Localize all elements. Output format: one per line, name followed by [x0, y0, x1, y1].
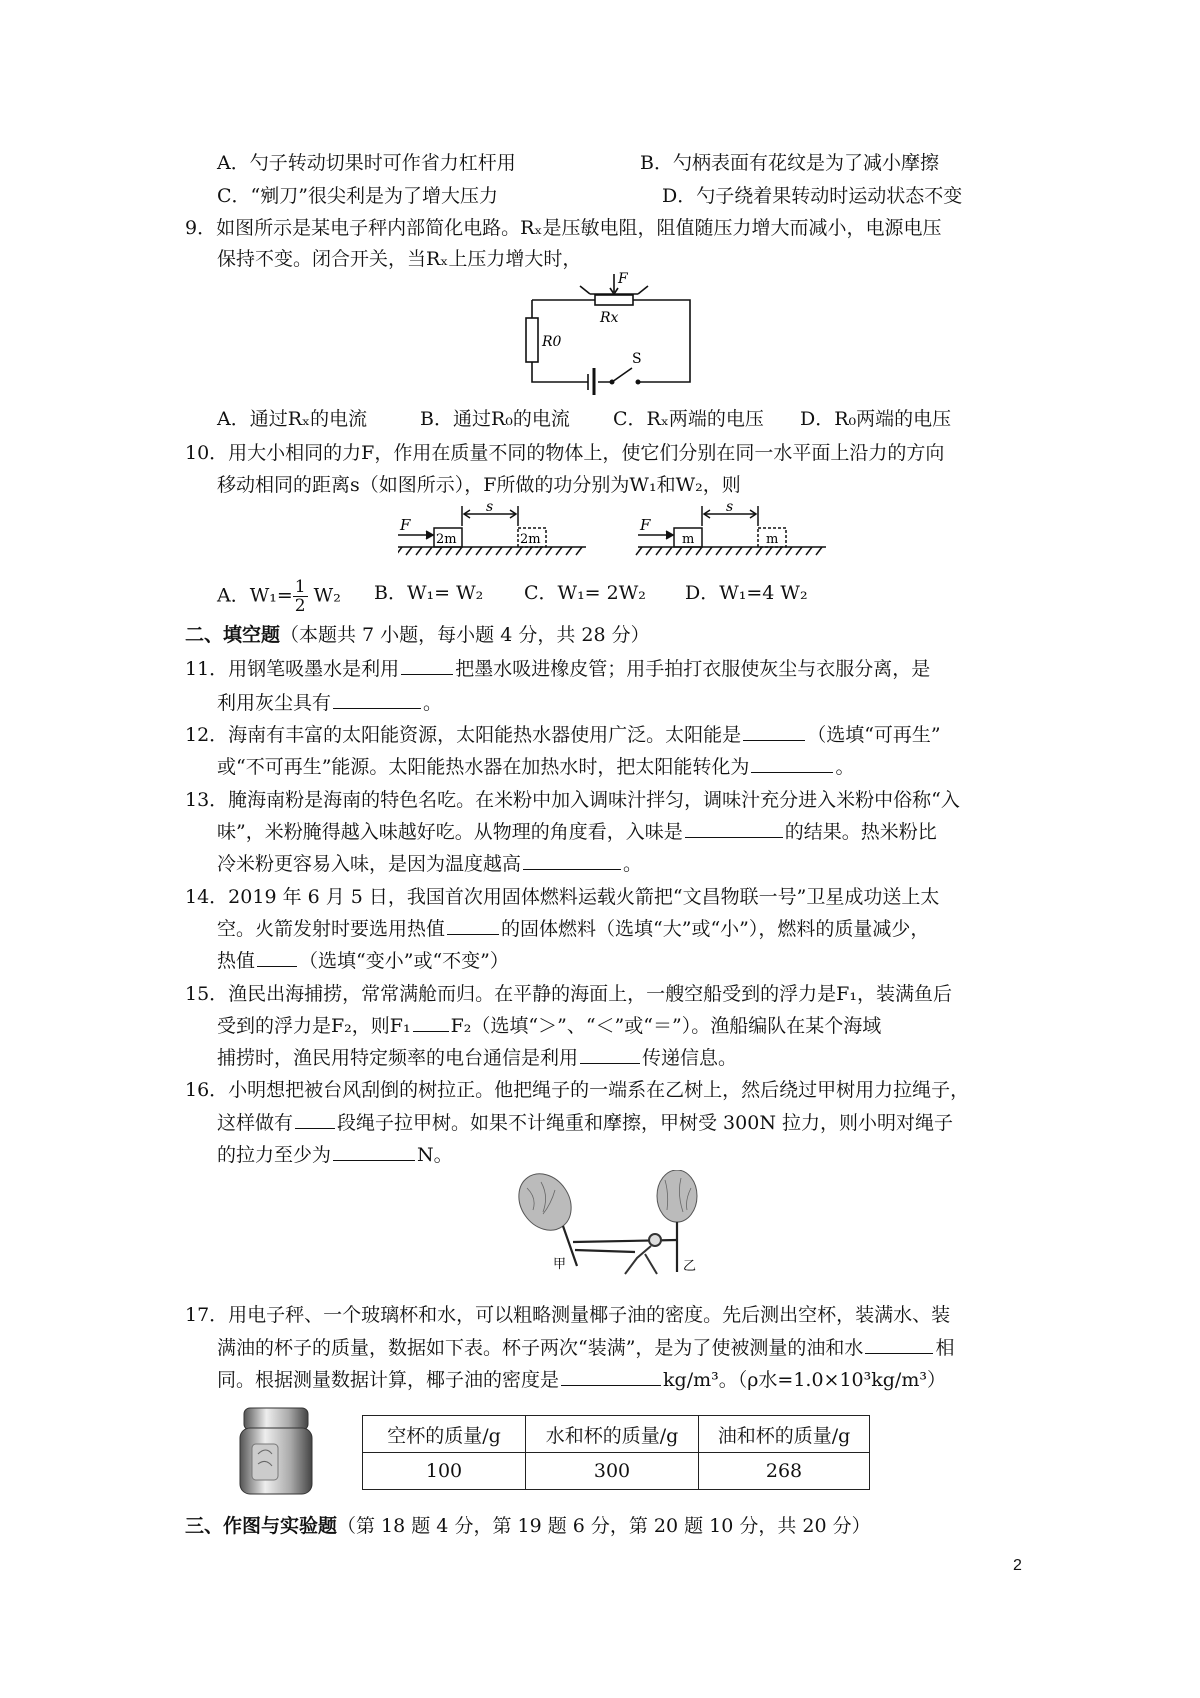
q8-option-b: B．勺柄表面有花纹是为了减小摩擦: [640, 152, 939, 174]
q16-line-2: 这样做有 段绳子拉甲树。如果不计绳重和摩擦，甲树受 300N 拉力，则小明对绳子: [217, 1112, 953, 1134]
q9-option-d: D．R₀两端的电压: [800, 408, 952, 430]
q9-option-a: A．通过Rₓ的电流: [217, 408, 368, 430]
fraction-one-half: $\frac{1}{2}$: [294, 577, 306, 616]
table-cell-oil-cup: 268: [699, 1453, 870, 1490]
section-2-heading: 二、填空题（本题共 7 小题，每小题 4 分，共 28 分）: [185, 624, 650, 646]
q16-trees-figure: [505, 1170, 720, 1285]
q9-option-c: C．Rₓ两端的电压: [613, 408, 764, 430]
q14-blank-2[interactable]: [257, 948, 297, 967]
q10-mass-right-dashed: m: [766, 532, 779, 547]
q8-option-a: A．勺子转动切果时可作省力杠杆用: [217, 152, 516, 174]
q14-blank-1[interactable]: [447, 916, 499, 935]
q13-blank-2[interactable]: [523, 851, 621, 870]
q8-option-d: D．勺子绕着果转动时运动状态不变: [662, 185, 963, 207]
q9-r0-label: R0: [542, 334, 562, 350]
q10-option-c: C．W₁= 2W₂: [524, 582, 646, 604]
q10-work-diagram: [398, 502, 830, 560]
q10-option-d: D．W₁=4 W₂: [685, 582, 808, 604]
table-header-oil-cup: 油和杯的质量/g: [699, 1416, 870, 1453]
q10-line-2: 移动相同的距离s（如图所示），F所做的功分别为W₁和W₂，则: [217, 474, 741, 496]
q17-line-1: 17．用电子秤、一个玻璃杯和水，可以粗略测量椰子油的密度。先后测出空杯，装满水、装: [185, 1304, 951, 1326]
q10-line-1: 10．用大小相同的力F，作用在质量不同的物体上，使它们分别在同一水平面上沿力的方向: [185, 442, 945, 464]
q10-mass-right: m: [682, 532, 695, 547]
q10-force-label-left: F: [400, 516, 411, 534]
q10-mass-left: 2m: [436, 532, 457, 547]
q13-line-3: 冷米粉更容易入味，是因为温度越高 。: [217, 853, 643, 875]
q10-distance-label-left: s: [486, 502, 494, 515]
q10-force-label-right: F: [640, 516, 651, 534]
q11-blank-2[interactable]: [333, 690, 421, 709]
q15-line-1: 15．渔民出海捕捞，常常满舱而归。在平静的海面上，一艘空船受到的浮力是F₁，装满鱼后: [185, 983, 952, 1005]
q12-blank-1[interactable]: [743, 722, 805, 741]
page-number: 2: [1013, 1557, 1022, 1574]
q10-option-b: B．W₁= W₂: [374, 582, 484, 604]
q9-force-label: F: [618, 271, 628, 287]
q13-line-1: 13．腌海南粉是海南的特色名吃。在米粉中加入调味汁拌匀，调味汁充分进入米粉中俗称“入: [185, 789, 960, 811]
section-3-heading: 三、作图与实验题（第 18 题 4 分，第 19 题 6 分，第 20 题 10 分，共 20 分）: [185, 1515, 871, 1537]
q15-line-3: 捕捞时，渔民用特定频率的电台通信是利用 传递信息。: [217, 1047, 738, 1069]
q17-blank-2[interactable]: [561, 1367, 661, 1386]
table-header-water-cup: 水和杯的质量/g: [526, 1416, 699, 1453]
q15-blank-2[interactable]: [580, 1045, 640, 1064]
q16-blank-1[interactable]: [295, 1110, 335, 1129]
q12-line-1: 12．海南有丰富的太阳能资源，太阳能热水器使用广泛。太阳能是 （选填“可再生”: [185, 724, 941, 746]
q11-line-1: 11．用钢笔吸墨水是利用 把墨水吸进橡皮管；用手拍打衣服使灰尘与衣服分离，是: [185, 658, 931, 680]
q9-circuit-diagram: [520, 270, 710, 395]
q9-rx-label: Rx: [600, 310, 619, 326]
q16-line-1: 16．小明想把被台风刮倒的树拉正。他把绳子的一端系在乙树上，然后绕过甲树用力拉绳子，: [185, 1079, 970, 1101]
q17-blank-1[interactable]: [865, 1335, 933, 1354]
q17-line-3: 同。根据测量数据计算，椰子油的密度是 kg/m³。（ρ水=1.0×10³kg/m³）: [217, 1369, 946, 1391]
q8-option-c: C．“剜刀”很尖利是为了增大压力: [217, 185, 498, 207]
table-header-empty-cup: 空杯的质量/g: [363, 1416, 526, 1453]
q15-line-2: 受到的浮力是F₂，则F₁ F₂（选填“＞”、“＜”或“＝”）。渔船编队在某个海域: [217, 1015, 882, 1037]
tree-yi-label: 乙: [683, 1259, 697, 1274]
q10-distance-label-right: s: [726, 502, 734, 515]
q9-line-2: 保持不变。闭合开关，当Rₓ上压力增大时，: [217, 248, 582, 270]
q9-switch-label: S: [632, 351, 642, 367]
q13-blank-1[interactable]: [685, 819, 783, 838]
q14-line-3: 热值 （选填“变小”或“不变”）: [217, 950, 509, 972]
q10-mass-left-dashed: 2m: [520, 532, 541, 547]
table-cell-empty-cup: 100: [363, 1453, 526, 1490]
q9-option-b: B．通过R₀的电流: [420, 408, 570, 430]
q16-blank-2[interactable]: [333, 1142, 415, 1161]
q13-line-2: 味”，米粉腌得越入味越好吃。从物理的角度看，入味是 的结果。热米粉比: [217, 821, 937, 843]
q10-option-a: A．W₁= $\frac{1}{2}$ W₂: [217, 577, 341, 616]
q17-data-table: [362, 1415, 870, 1490]
q16-line-3: 的拉力至少为 N。: [217, 1144, 453, 1166]
q9-line-1: 9．如图所示是某电子秤内部简化电路。Rₓ是压敏电阻，阻值随压力增大而减小，电源电压: [185, 217, 942, 239]
coconut-oil-jar-image: [236, 1400, 316, 1500]
q15-blank-1[interactable]: [413, 1013, 449, 1032]
table-cell-water-cup: 300: [526, 1453, 699, 1490]
q12-line-2: 或“不可再生”能源。太阳能热水器在加热水时，把太阳能转化为 。: [217, 756, 855, 778]
q11-blank-1[interactable]: [401, 656, 453, 675]
tree-jia-label: 甲: [553, 1257, 567, 1272]
q17-line-2: 满油的杯子的质量，数据如下表。杯子两次“装满”，是为了使被测量的油和水 相: [217, 1337, 955, 1359]
q14-line-2: 空。火箭发射时要选用热值 的固体燃料（选填“大”或“小”），燃料的质量减少，: [217, 918, 930, 940]
q12-blank-2[interactable]: [751, 754, 833, 773]
q11-line-2: 利用灰尘具有 。: [217, 692, 443, 714]
q14-line-1: 14．2019 年 6 月 5 日，我国首次用固体燃料运载火箭把“文昌物联一号”卫星成功送上太: [185, 886, 940, 908]
